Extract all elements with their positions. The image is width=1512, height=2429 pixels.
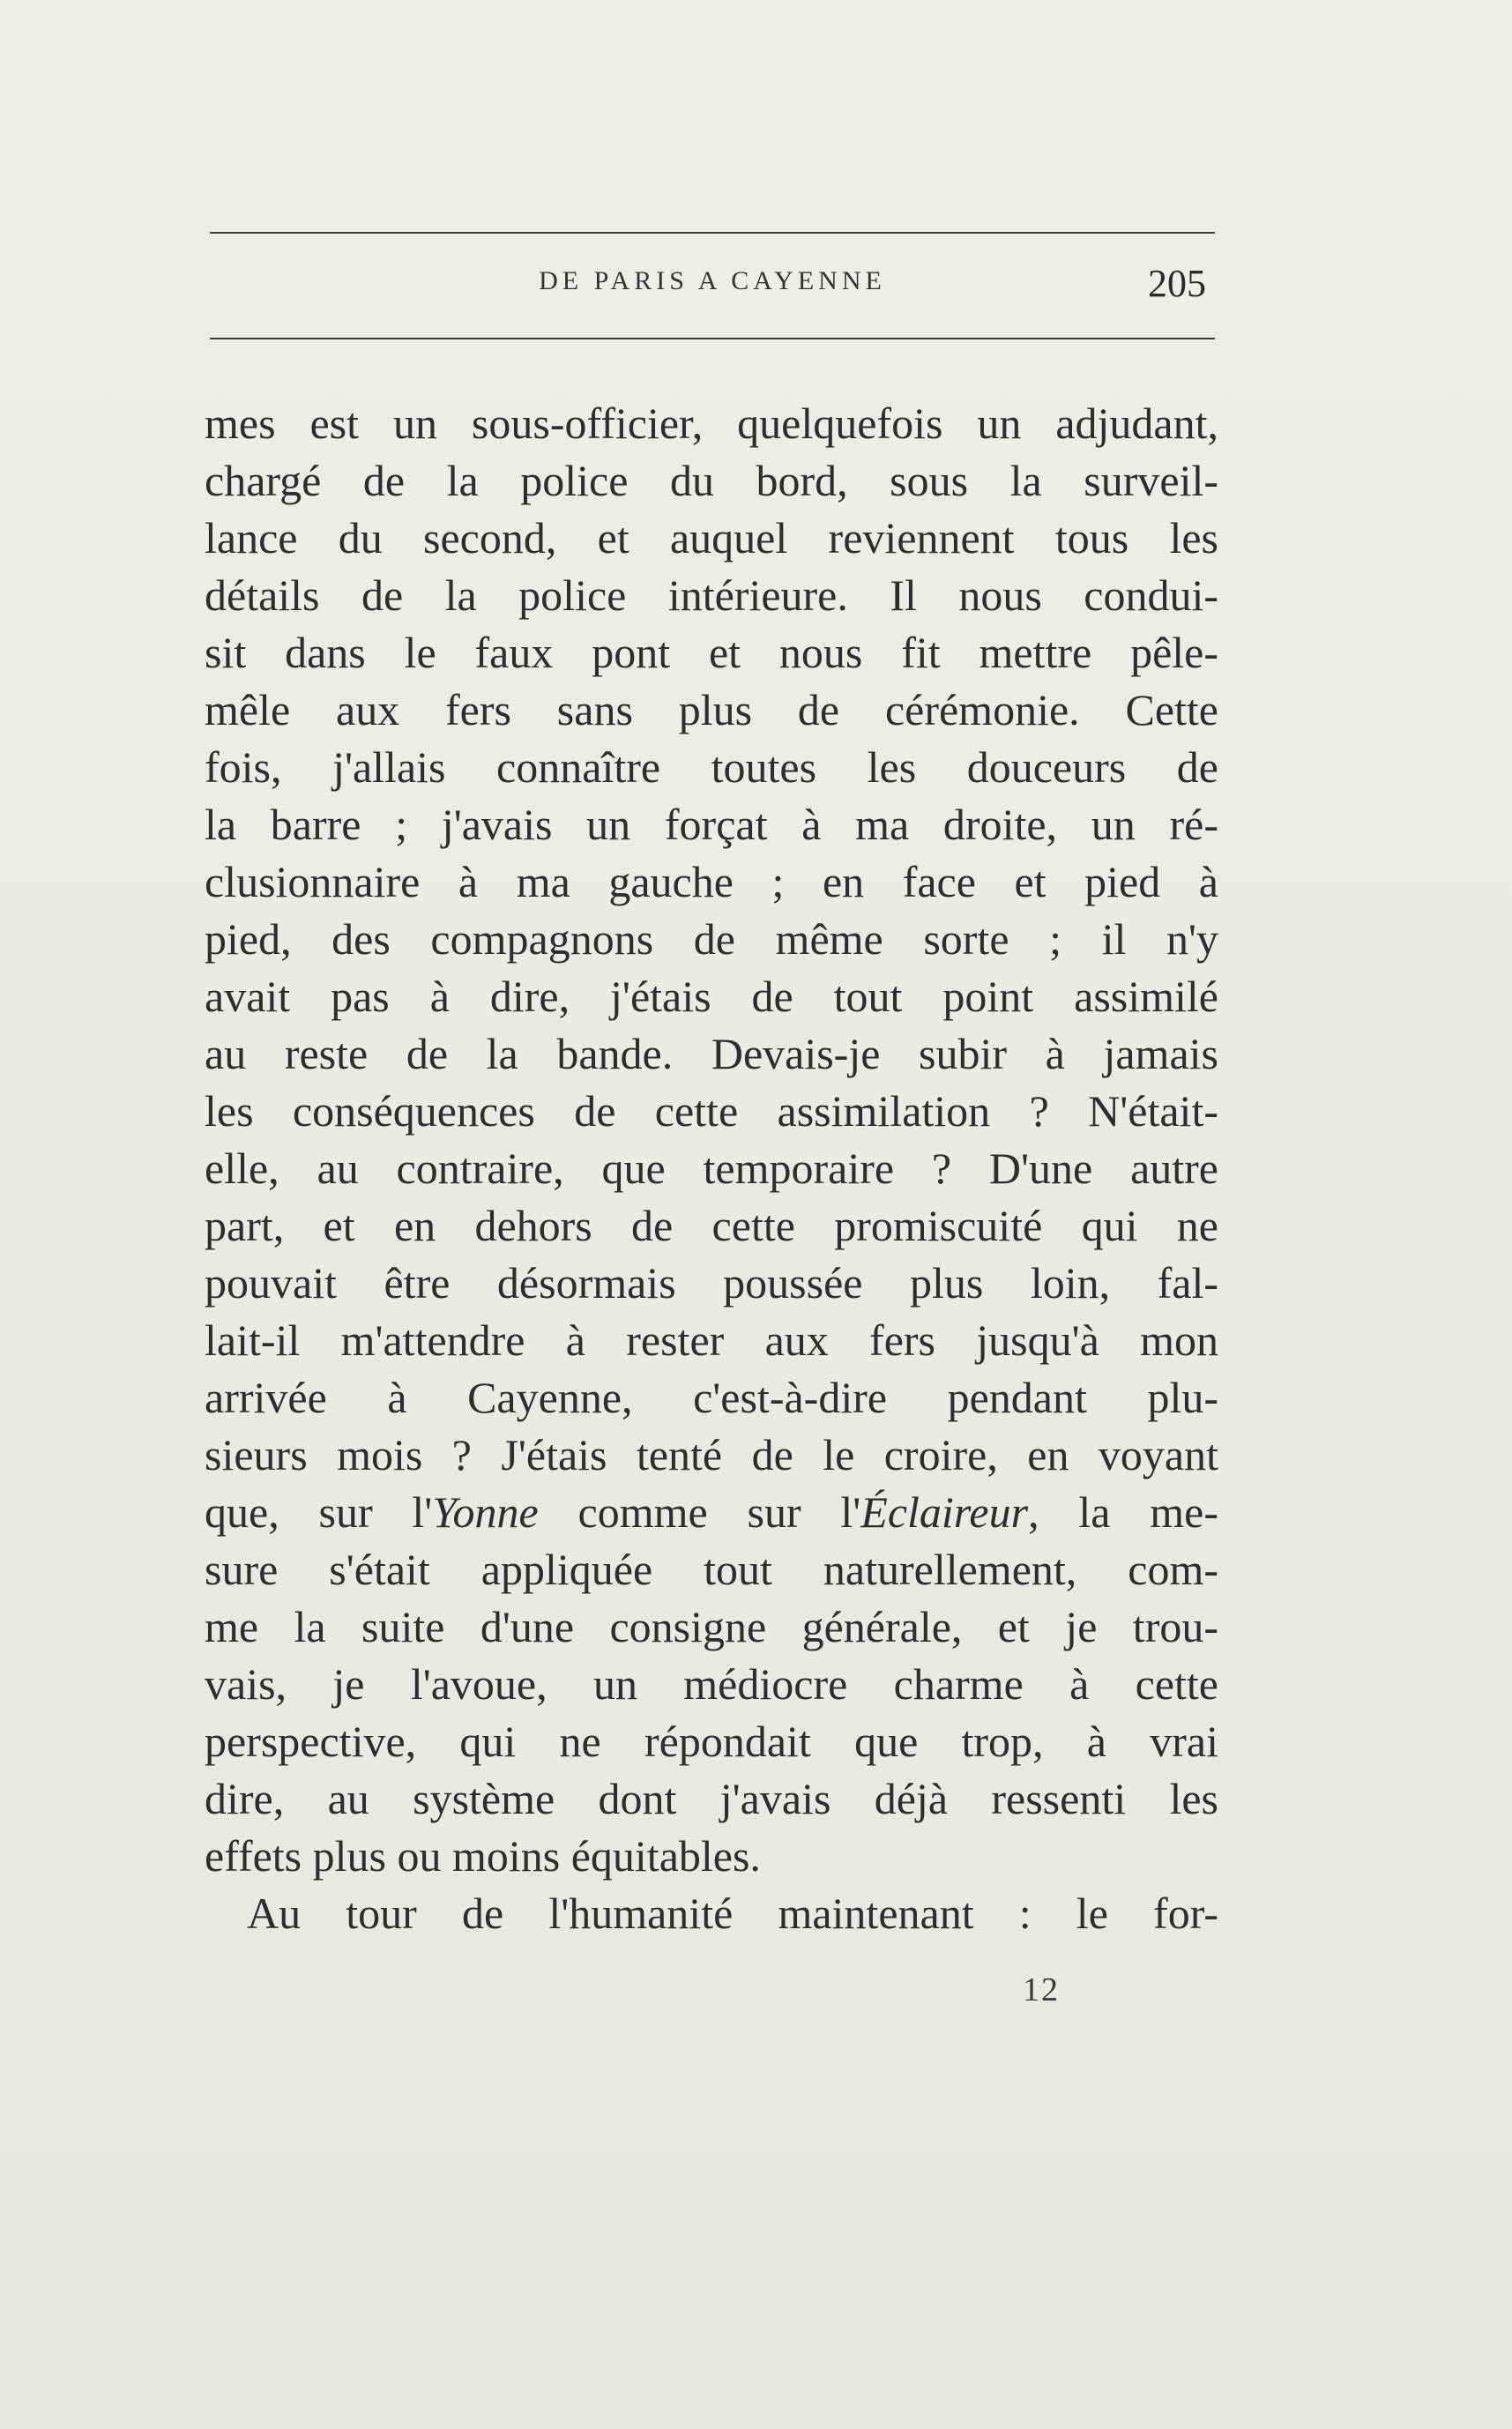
text-line: chargé de la police du bord, sous la surveil- bbox=[205, 456, 1218, 505]
ship-name-yonne: Yonne bbox=[432, 1487, 539, 1537]
signature-mark: 12 bbox=[1023, 1971, 1060, 2008]
text-line: fois, j'allais connaître toutes les douceurs de bbox=[205, 742, 1218, 792]
text-line: mêle aux fers sans plus de cérémonie. Cette bbox=[205, 685, 1218, 734]
text-line: avait pas à dire, j'étais de tout point assimilé bbox=[205, 972, 1218, 1021]
ship-name-eclaireur: Éclaireur bbox=[860, 1487, 1029, 1537]
text-line: vais, je l'avoue, un médiocre charme à cette bbox=[205, 1659, 1218, 1709]
text-line: pied, des compagnons de même sorte ; il n'y bbox=[205, 914, 1218, 964]
page-number: 205 bbox=[1148, 262, 1206, 305]
text-fragment: comme sur l' bbox=[538, 1487, 861, 1537]
header-top-rule bbox=[210, 232, 1215, 234]
text-fragment: que, sur l' bbox=[205, 1487, 433, 1537]
text-line: sure s'était appliquée tout naturellement, com- bbox=[205, 1545, 1218, 1594]
text-line: pouvait être désormais poussée plus loin, fal- bbox=[205, 1258, 1218, 1308]
text-line-with-ship-names bbox=[205, 1484, 1218, 1541]
text-line: me la suite d'une consigne générale, et je trou- bbox=[205, 1602, 1218, 1651]
text-line: sit dans le faux pont et nous fit mettre pêle- bbox=[205, 628, 1218, 677]
text-line: arrivée à Cayenne, c'est-à-dire pendant plu- bbox=[205, 1373, 1218, 1422]
text-line: perspective, qui ne répondait que trop, à vrai bbox=[205, 1717, 1218, 1766]
body-text bbox=[205, 395, 1218, 1942]
text-line: dire, au système dont j'avais déjà ressenti les bbox=[205, 1774, 1218, 1823]
text-line: détails de la police intérieure. Il nous condui- bbox=[205, 570, 1218, 620]
paragraph-start-line: Au tour de l'humanité maintenant : le for- bbox=[247, 1889, 1218, 1938]
running-title: DE PARIS A CAYENNE bbox=[539, 266, 886, 295]
text-line: les conséquences de cette assimilation ? N'était- bbox=[205, 1086, 1218, 1136]
text-line: lait-il m'attendre à rester aux fers jusqu'à mon bbox=[205, 1315, 1218, 1365]
text-line: clusionnaire à ma gauche ; en face et pied à bbox=[205, 857, 1218, 906]
text-line: mes est un sous-officier, quelquefois un adjudant, bbox=[205, 399, 1218, 448]
text-line: sieurs mois ? J'étais tenté de le croire, en voyant bbox=[205, 1430, 1218, 1479]
header-bottom-rule bbox=[210, 338, 1215, 339]
paragraph-end-line: effets plus ou moins équitables. bbox=[205, 1831, 761, 1881]
text-line: lance du second, et auquel reviennent tous les bbox=[205, 513, 1218, 563]
text-line: part, et en dehors de cette promiscuité qui ne bbox=[205, 1201, 1218, 1250]
text-fragment: , la me- bbox=[1028, 1487, 1218, 1537]
text-line: la barre ; j'avais un forçat à ma droite, un ré- bbox=[205, 800, 1218, 849]
running-head bbox=[210, 261, 1215, 307]
text-line: au reste de la bande. Devais-je subir à jamais bbox=[205, 1029, 1218, 1078]
text-line: elle, au contraire, que temporaire ? D'une autre bbox=[205, 1144, 1218, 1193]
